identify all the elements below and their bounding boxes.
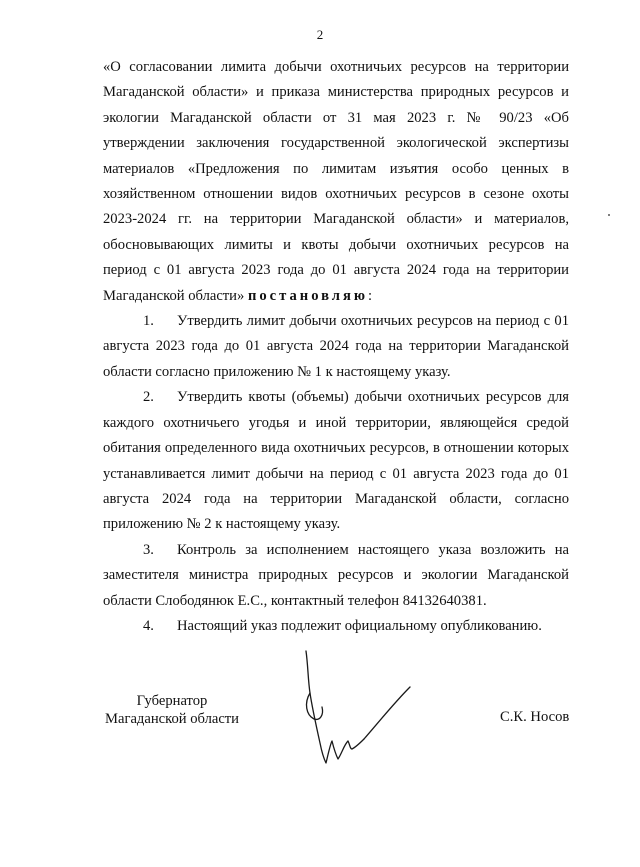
signer-title-line-2: Магаданской области: [105, 711, 239, 727]
item-number: 4.: [143, 617, 154, 634]
signer-title: [92, 692, 252, 728]
list-item-1: [103, 309, 569, 385]
signer-name: С.К. Носов: [500, 709, 570, 725]
list-item-4: [103, 614, 569, 639]
item-text: Утвердить квоты (объемы) добычи охотничьих ресурсов для каждого охотничьего угодья и иной территории, являющейся средой обитания определенного вида охотничьих ресурсов, в отношении которых устанавливается лимит добычи на период с 01 августа 2023 года до 01 августа 2024 года на территории Магаданской области, согласно приложению № 2 к настоящему указу.: [103, 389, 569, 533]
item-text: Утвердить лимит добычи охотничьих ресурсов на период с 01 августа 2023 года до 01 августа 2024 года на территории Магаданской области согласно приложению № 1 к настоящему указу.: [103, 313, 569, 380]
signature-stroke-main: [306, 651, 364, 763]
item-text: Настоящий указ подлежит официальному опубликованию.: [177, 617, 542, 634]
decree-suffix: :: [368, 287, 373, 304]
list-item-2: [103, 385, 569, 537]
item-number: 3.: [143, 541, 154, 558]
list-item-3: [103, 538, 569, 614]
page-number: 2: [316, 27, 324, 42]
intro-paragraph: [103, 55, 569, 309]
document-body: [103, 55, 569, 639]
item-number: 1.: [143, 313, 154, 330]
margin-mark: [608, 214, 610, 216]
item-text: Контроль за исполнением настоящего указа возложить на заместителя министра природных ресурсов и экологии Магаданской области Слободянюк Е.С., контактный телефон 84132640381.: [103, 541, 569, 609]
intro-text: «О согласовании лимита добычи охотничьих ресурсов на территории Магаданской области» и приказа министерства природных ресурсов и экологии Магаданской области от 31 мая 2023 г. № 90/23 «Об утверждении заключения государственной экологической экспертизы материалов «Предложения по лимитам изъятия особо ценных в хозяйственном отношении видов охотничьих ресурсов в сезоне охоты 2023-2024 гг. на территории Магаданской области» и материалов, обосновывающих лимиты и квоты добычи охотничьих ресурсов на период с 01 августа 2023 года до 01 августа 2024 года на территории Магаданской области»: [103, 59, 569, 304]
item-number: 2.: [143, 389, 154, 406]
decree-word: постановляю: [247, 287, 369, 304]
signature-stroke-tail: [364, 687, 410, 739]
signer-title-line-1: Губернатор: [136, 693, 208, 709]
handwritten-signature: [298, 645, 423, 775]
